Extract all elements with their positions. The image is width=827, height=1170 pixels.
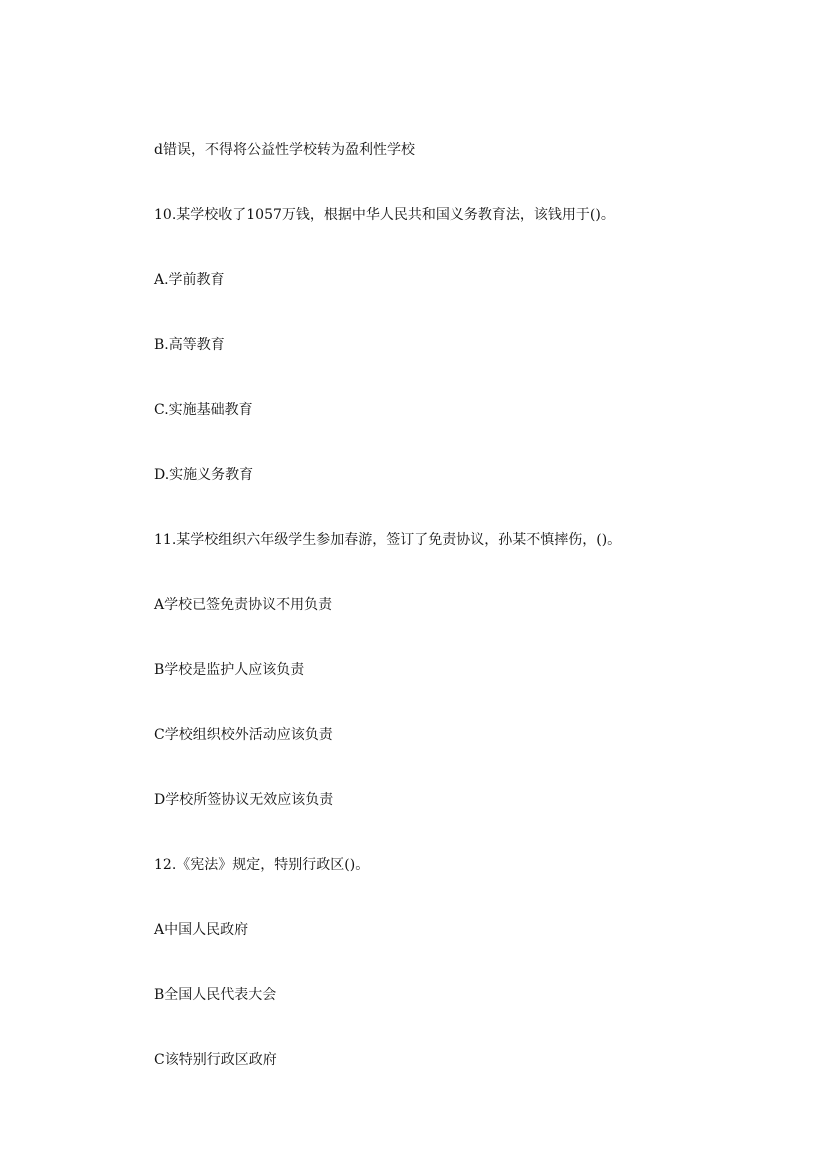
question-10: 10.某学校收了1057万钱，根据中华人民共和国义务教育法，该钱用于()。 (154, 207, 615, 223)
question-10-option-d: D.实施义务教育 (154, 467, 254, 483)
question-11-option-d: D学校所签协议无效应该负责 (154, 792, 334, 808)
question-11-option-c: C学校组织校外活动应该负责 (154, 727, 333, 743)
question-10-option-b: B.高等教育 (154, 337, 225, 353)
question-12: 12.《宪法》规定，特别行政区()。 (154, 857, 370, 873)
answer-explanation-d: d错误，不得将公益性学校转为盈利性学校 (154, 142, 415, 158)
question-11-option-b: B学校是监护人应该负责 (154, 662, 305, 678)
question-10-option-a: A.学前教育 (154, 272, 225, 288)
question-12-option-a: A中国人民政府 (154, 922, 249, 938)
question-11-option-a: A学校已签免责协议不用负责 (154, 597, 333, 613)
question-10-option-c: C.实施基础教育 (154, 402, 253, 418)
question-12-option-c: C该特别行政区政府 (154, 1052, 277, 1068)
question-12-option-b: B全国人民代表大会 (154, 987, 277, 1003)
question-11: 11.某学校组织六年级学生参加春游，签订了免责协议，孙某不慎摔伤，()。 (154, 532, 622, 548)
